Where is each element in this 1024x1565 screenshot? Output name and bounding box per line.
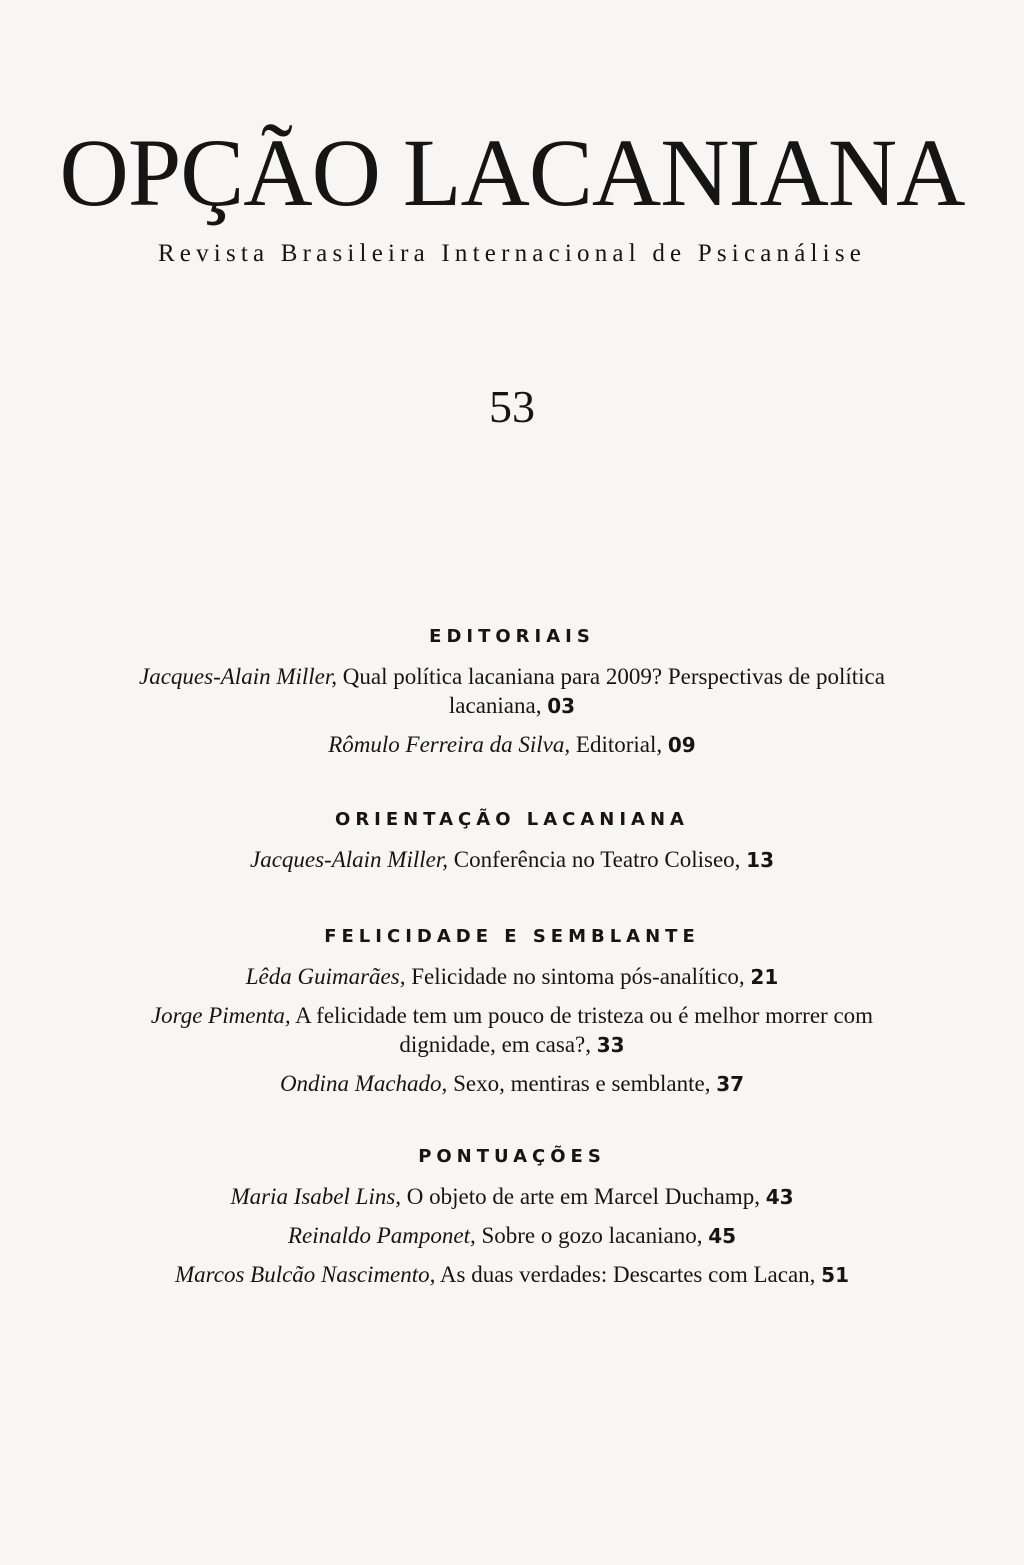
entry-page: 09 bbox=[667, 733, 696, 757]
entry-title: Felicidade no sintoma pós-analítico, bbox=[405, 964, 745, 989]
toc-entry bbox=[0, 1260, 1024, 1290]
toc-section-orientacao-lacaniana bbox=[0, 805, 1024, 875]
toc-section-pontuacoes bbox=[0, 1142, 1024, 1290]
entry-author: Jacques-Alain Miller, bbox=[249, 847, 448, 872]
entry-title: As duas verdades: Descartes com Lacan, bbox=[435, 1262, 816, 1287]
entry-title: Editorial, bbox=[570, 732, 663, 757]
entry-title: A felicidade tem um pouco de tristeza ou é melhor morrer com dignidade, em casa?, bbox=[290, 1003, 874, 1057]
entry-author: Maria Isabel Lins, bbox=[230, 1184, 402, 1209]
entry-author: Ondina Machado, bbox=[279, 1071, 448, 1096]
toc-entry bbox=[0, 1069, 1024, 1099]
toc-entry bbox=[0, 730, 1024, 760]
entry-page: 45 bbox=[708, 1224, 737, 1248]
entry-page: 03 bbox=[547, 694, 576, 718]
toc-entry bbox=[0, 1001, 1024, 1060]
section-heading: ORIENTAÇÃO LACANIANA bbox=[335, 809, 689, 830]
entry-page: 37 bbox=[716, 1072, 745, 1096]
section-heading: PONTUAÇÕES bbox=[418, 1146, 606, 1167]
toc-section-editoriais bbox=[0, 622, 1024, 760]
entry-page: 13 bbox=[746, 848, 775, 872]
entry-author: Marcos Bulcão Nascimento, bbox=[174, 1262, 436, 1287]
journal-title: OPÇÃO LACANIANA bbox=[59, 119, 965, 226]
section-heading: EDITORIAIS bbox=[429, 626, 595, 647]
entry-title: Qual política lacaniana para 2009? Perspectivas de política lacaniana, bbox=[337, 664, 885, 718]
entry-page: 51 bbox=[821, 1263, 849, 1287]
entry-author: Jorge Pimenta, bbox=[150, 1003, 291, 1028]
section-heading: FELICIDADE E SEMBLANTE bbox=[324, 926, 700, 947]
entry-page: 21 bbox=[750, 965, 779, 989]
toc-entry bbox=[0, 662, 1024, 721]
toc-entry bbox=[0, 845, 1024, 875]
entry-title: Conferência no Teatro Coliseo, bbox=[448, 847, 741, 872]
entry-title: Sexo, mentiras e semblante, bbox=[447, 1071, 711, 1096]
toc-section-felicidade-e-semblante bbox=[0, 922, 1024, 1099]
entry-page: 33 bbox=[596, 1033, 625, 1057]
issue-number: 53 bbox=[489, 381, 535, 432]
journal-subtitle: Revista Brasileira Internacional de Psicanálise bbox=[157, 240, 867, 267]
toc-entry bbox=[0, 962, 1024, 992]
toc-entry bbox=[0, 1221, 1024, 1251]
entry-author: Reinaldo Pamponet, bbox=[287, 1223, 476, 1248]
entry-title: O objeto de arte em Marcel Duchamp, bbox=[401, 1184, 760, 1209]
entry-author: Jacques-Alain Miller, bbox=[139, 664, 338, 689]
table-of-contents bbox=[0, 622, 1024, 1299]
entry-author: Lêda Guimarães, bbox=[245, 964, 406, 989]
entry-author: Rômulo Ferreira da Silva, bbox=[328, 732, 571, 757]
entry-page: 43 bbox=[765, 1185, 794, 1209]
toc-entry bbox=[0, 1182, 1024, 1212]
entry-title: Sobre o gozo lacaniano, bbox=[475, 1223, 703, 1248]
